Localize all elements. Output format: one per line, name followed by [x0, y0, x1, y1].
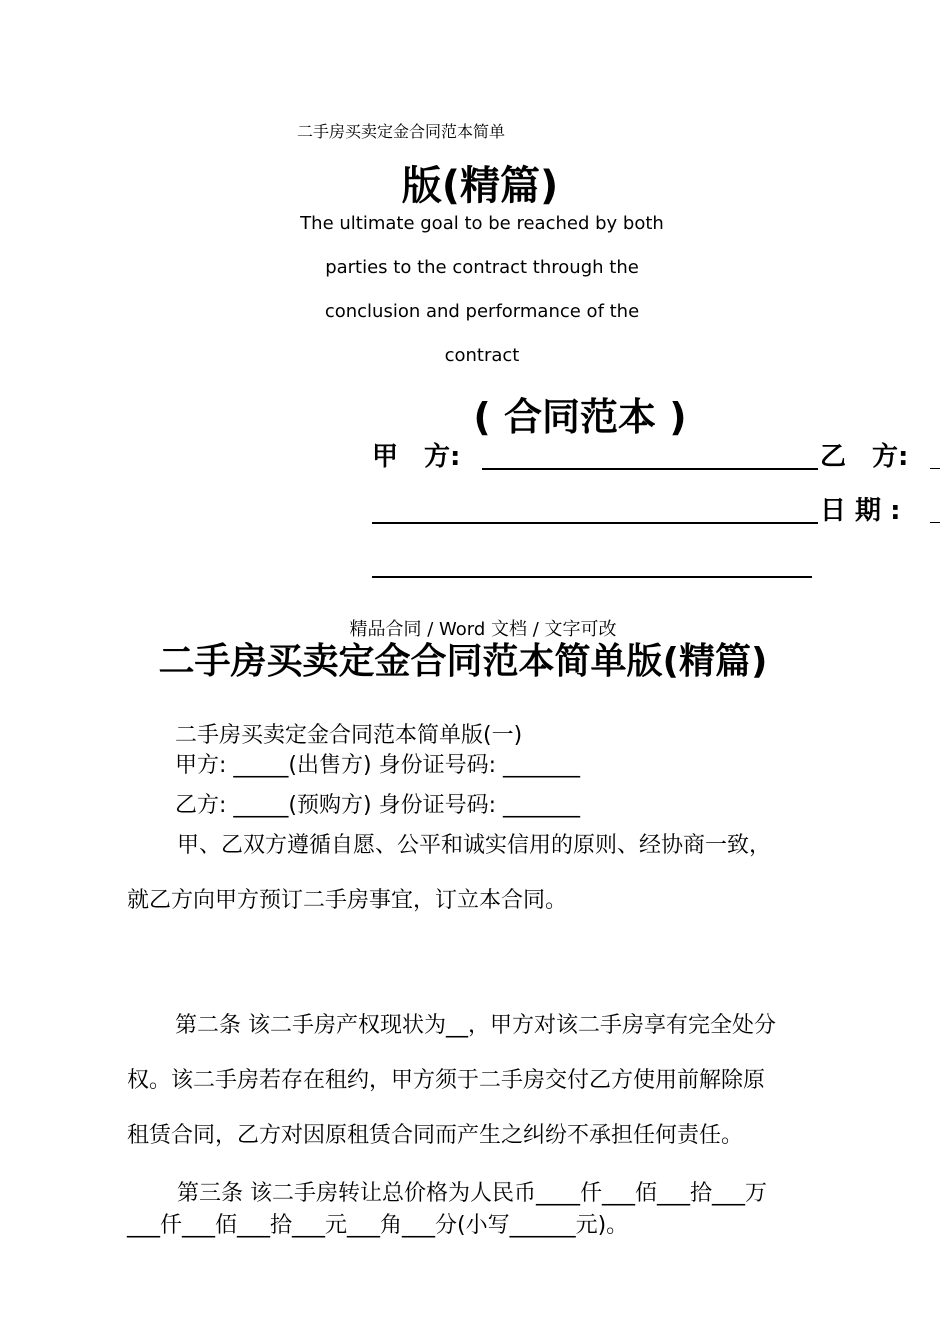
cover-subtitle-4: contract [444, 345, 520, 366]
cover-title-line2: 版(精篇) [401, 163, 559, 209]
article3-line2: ___仟___佰___拾___元___角___分(小写______元)。 [127, 1213, 629, 1238]
row3-underline [372, 576, 812, 578]
party-a-label: 甲 方: [372, 442, 461, 472]
party-b-underline [930, 468, 940, 469]
date-label: 日 期 : [820, 496, 901, 526]
article2-line1: 第二条 该二手房产权现状为__，甲方对该二手房享有完全处分 [175, 1013, 776, 1038]
cover-subtitle-1: The ultimate goal to be reached by both [300, 213, 664, 234]
article2-line3: 租赁合同，乙方对因原租赁合同而产生之纠纷不承担任何责任。 [127, 1123, 744, 1148]
cover-subtitle-2: parties to the contract through the [325, 257, 639, 278]
cover-category: ( 合同范本 ) [473, 395, 687, 439]
party-a-line: 甲方: _____(出售方) 身份证号码: _______ [175, 753, 580, 778]
section-title: 二手房买卖定金合同范本简单版(一) [175, 723, 523, 748]
article2-line2: 权。该二手房若存在租约，甲方须于二手房交付乙方使用前解除原 [127, 1068, 766, 1093]
intro-line1: 甲、乙双方遵循自愿、公平和诚实信用的原则、经协商一致， [177, 833, 772, 858]
party-a-underline [482, 468, 818, 470]
date-underline [930, 522, 940, 523]
cover-title-line1: 二手房买卖定金合同范本简单 [297, 122, 506, 141]
cover-subtitle-3: conclusion and performance of the [324, 301, 640, 322]
party-b-label: 乙 方: [820, 442, 909, 472]
cover-tagline: 精品合同 / Word 文档 / 文字可改 [349, 619, 617, 640]
row2-underline [372, 522, 818, 524]
article3-line1: 第三条 该二手房转让总价格为人民币____仟___佰___拾___万 [177, 1181, 767, 1206]
party-b-line: 乙方: _____(预购方) 身份证号码: _______ [175, 793, 580, 818]
intro-line2: 就乙方向甲方预订二手房事宜，订立本合同。 [127, 888, 568, 913]
main-title: 二手房买卖定金合同范本简单版(精篇) [158, 641, 768, 682]
